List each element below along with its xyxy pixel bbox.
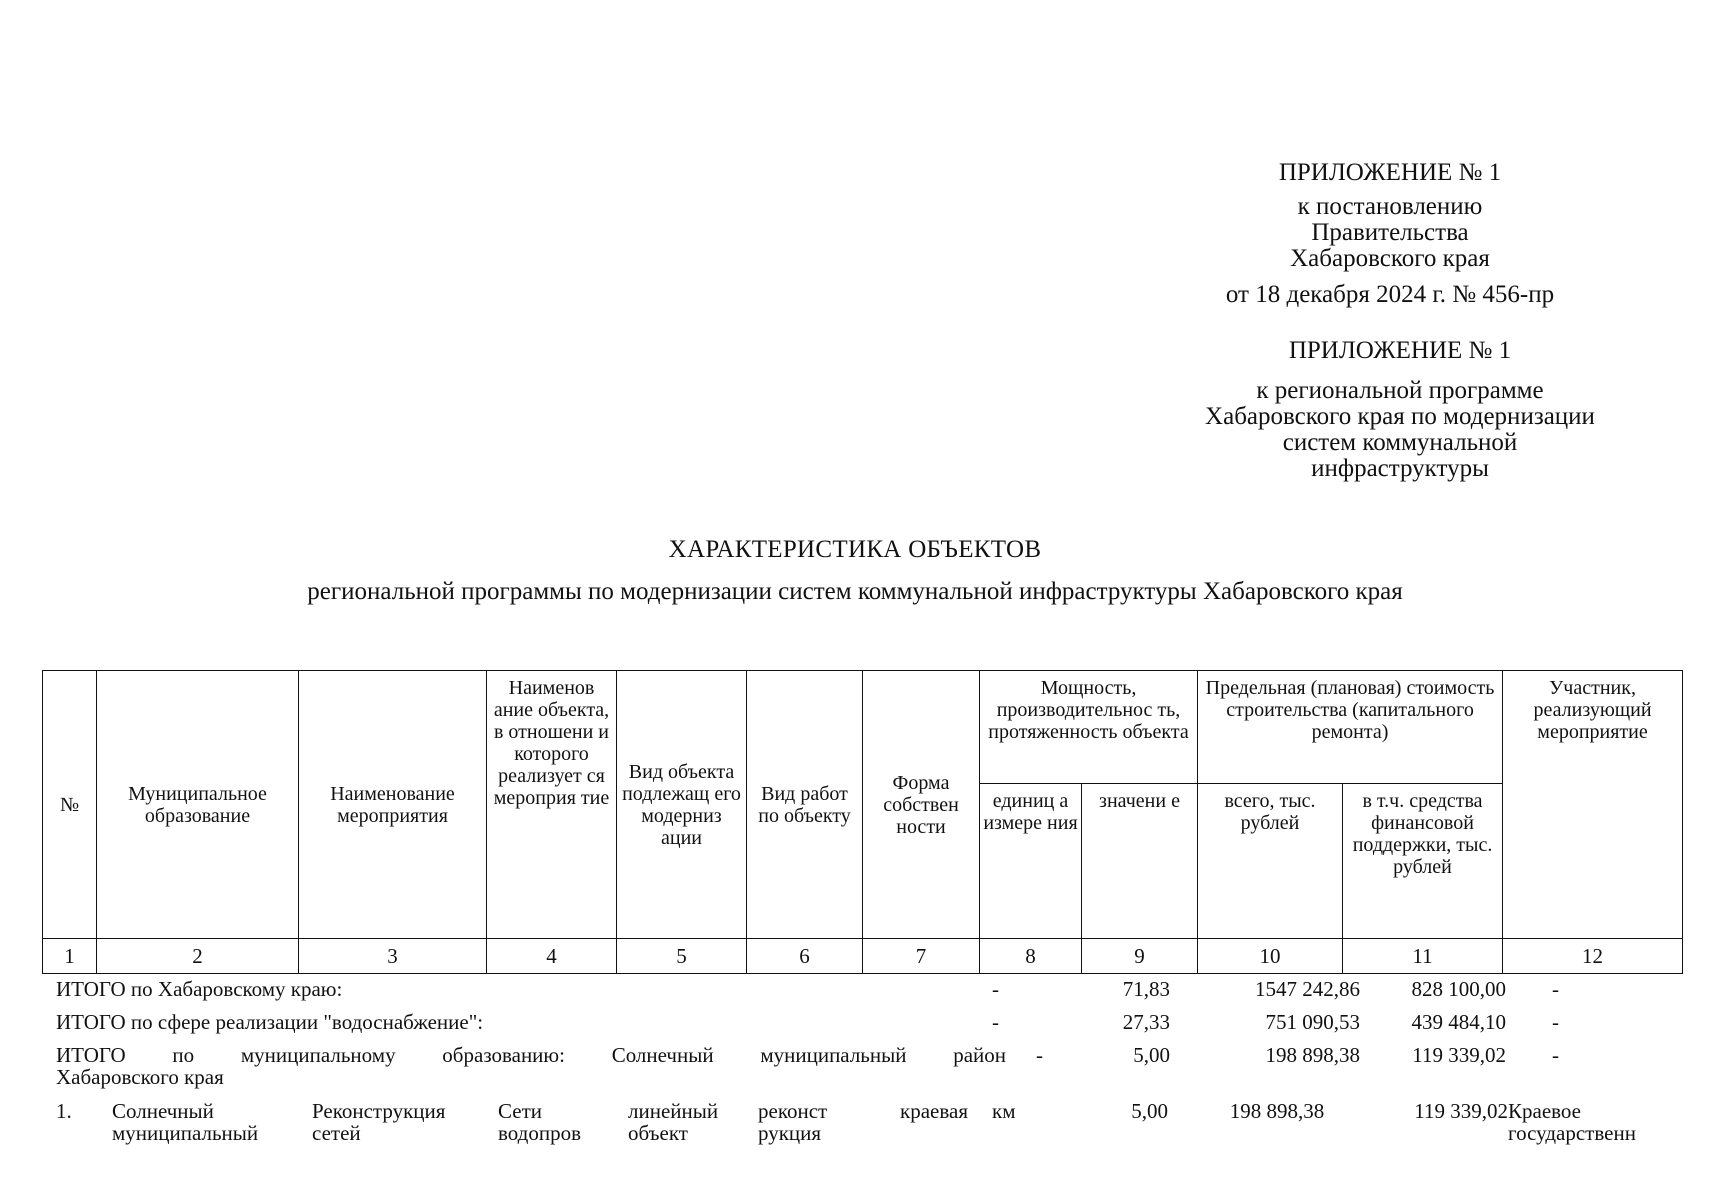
column-number: 12 (1503, 939, 1683, 974)
appendix-line: Хабаровского края (1290, 245, 1490, 272)
column-number: 7 (863, 939, 980, 974)
total-label: ИТОГО по сфере реализации "водоснабжение": (56, 1010, 484, 1034)
column-number: 8 (980, 939, 1082, 974)
row-ownership: краевая (900, 1099, 968, 1123)
row-work-type: реконст рукция (758, 1099, 828, 1145)
header-participant: Участник, реализующий мероприятие (1503, 671, 1683, 939)
header-num: № (43, 671, 97, 939)
column-number: 1 (43, 939, 97, 974)
header-unit: единиц а измере ния (980, 784, 1082, 939)
total-unit: - (992, 1010, 999, 1034)
total-unit: - (992, 977, 999, 1001)
header-measure: Наименование мероприятия (299, 671, 487, 939)
appendix-line: Правительства (1311, 219, 1469, 246)
appendix-title: ПРИЛОЖЕНИЕ № 1 (1288, 337, 1512, 364)
total-support: 119 339,02 (1412, 1043, 1506, 1067)
row-measure: Реконструкция сетей (312, 1099, 446, 1145)
column-number: 9 (1082, 939, 1198, 974)
appendix-line: к постановлению (1297, 193, 1483, 220)
appendix-line: систем коммунальной (1282, 429, 1518, 456)
row-unit: км (992, 1099, 1016, 1123)
column-number: 5 (617, 939, 747, 974)
header-ownership: Форма собствен ности (863, 671, 980, 939)
document-subtitle: региональной программы по модернизации систем коммунальной инфраструктуры Хабаровского края (307, 578, 1403, 605)
header-municipality: Муниципальное образование (97, 671, 299, 939)
header-value: значени е (1082, 784, 1198, 939)
total-value: 71,83 (1122, 977, 1170, 1001)
total-label-continued: Хабаровского края (56, 1065, 224, 1089)
header-capacity-group: Мощность, производительнос ть, протяженность объекта (980, 671, 1198, 784)
total-support: 439 484,10 (1411, 1010, 1506, 1034)
appendix-block-program (1160, 338, 1640, 482)
header-cost-support: в т.ч. средства финансовой поддержки, тыс. рублей (1343, 784, 1503, 939)
header-object-type: Вид объекта подлежащ его модерниз ации (617, 671, 747, 939)
row-cost-support: 119 339,02 (1414, 1099, 1508, 1123)
row-municipality: Солнечный муниципальный (112, 1099, 259, 1145)
total-label: ИТОГО по Хабаровскому краю: (56, 977, 343, 1001)
header-cost-total: всего, тыс. рублей (1198, 784, 1343, 939)
total-support: 828 100,00 (1411, 977, 1506, 1001)
total-participant: - (1552, 977, 1559, 1001)
total-participant: - (1552, 1010, 1559, 1034)
column-number: 2 (97, 939, 299, 974)
row-value: 5,00 (1131, 1099, 1168, 1123)
objects-table (42, 670, 1683, 974)
total-value: 5,00 (1133, 1043, 1170, 1067)
appendix-line: инфраструктуры (1311, 455, 1489, 482)
total-cost: 198 898,38 (1265, 1043, 1360, 1067)
header-work-type: Вид работ по объекту (747, 671, 863, 939)
appendix-line: Хабаровского края по модернизации (1205, 403, 1595, 430)
header-object-name: Наименов ание объекта, в отношени и которого реализует ся мероприя тие (487, 671, 617, 939)
total-value: 27,33 (1122, 1010, 1170, 1034)
document-title: ХАРАКТЕРИСТИКА ОБЪЕКТОВ (668, 536, 1042, 563)
row-object-name: Сети водопров (498, 1099, 582, 1145)
total-label: ИТОГО по муниципальному образованию: Солнечный муниципальный район (56, 1043, 1006, 1067)
header-cost-group: Предельная (плановая) стоимость строительства (капитального ремонта) (1198, 671, 1503, 784)
column-number: 10 (1198, 939, 1343, 974)
total-cost: 1547 242,86 (1255, 977, 1360, 1001)
appendix-block-resolution (1200, 160, 1580, 308)
row-number: 1. (56, 1099, 72, 1123)
column-number: 3 (299, 939, 487, 974)
total-participant: - (1552, 1043, 1559, 1067)
total-unit: - (1036, 1043, 1043, 1067)
appendix-title: ПРИЛОЖЕНИЕ № 1 (1278, 159, 1502, 186)
row-cost-total: 198 898,38 (1229, 1099, 1325, 1123)
column-number: 11 (1343, 939, 1503, 974)
row-object-type: линейный объект (628, 1099, 719, 1145)
total-cost: 751 090,53 (1265, 1010, 1360, 1034)
column-number: 4 (487, 939, 617, 974)
appendix-date: от 18 декабря 2024 г. № 456-пр (1225, 281, 1555, 308)
column-number: 6 (747, 939, 863, 974)
appendix-line: к региональной программе (1256, 377, 1544, 404)
row-participant: Краевое государственн (1508, 1099, 1636, 1145)
